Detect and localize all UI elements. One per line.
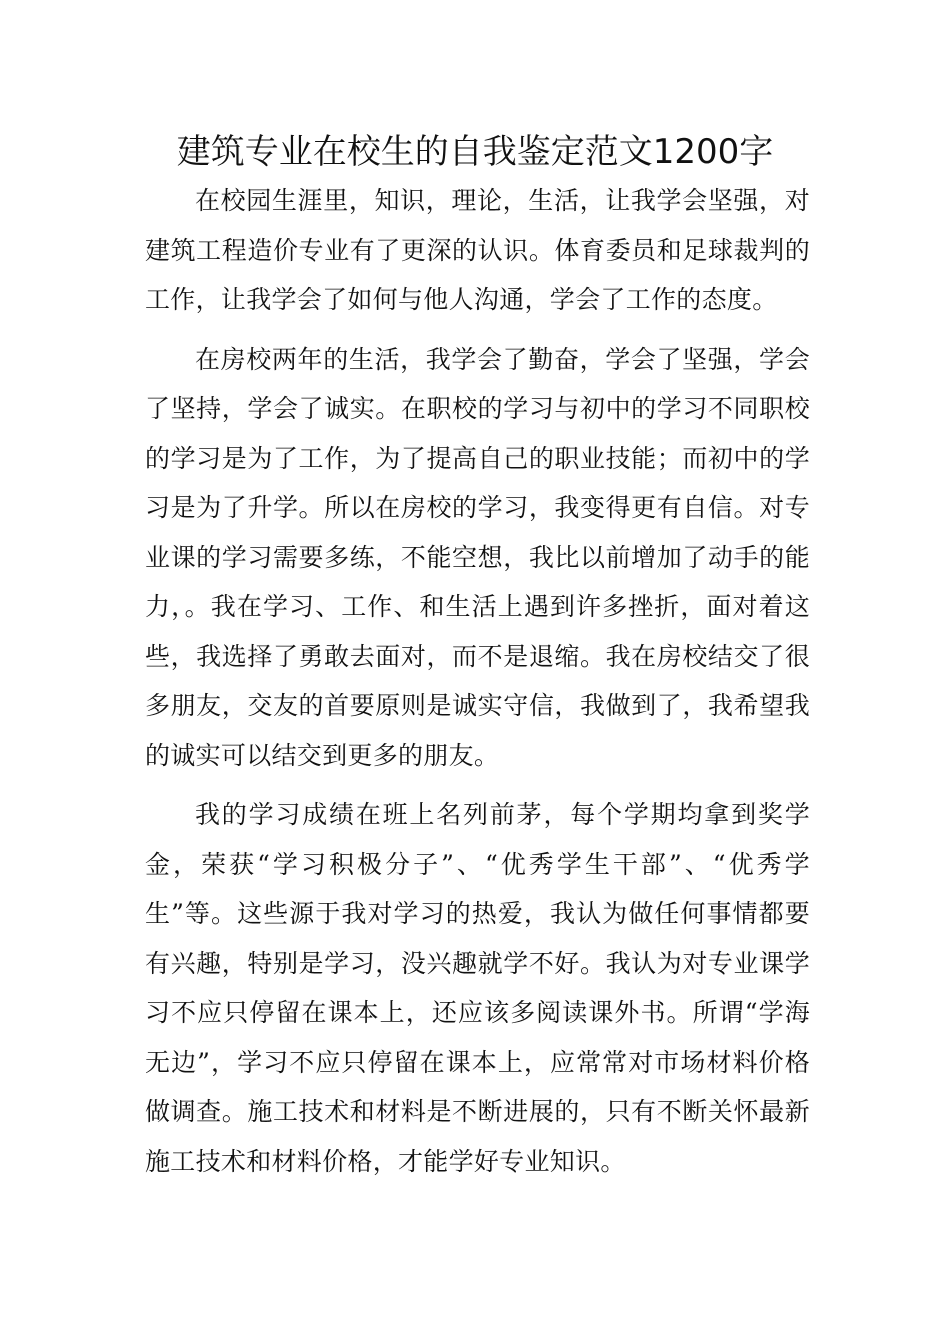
document-title: 建筑专业在校生的自我鉴定范文1200字: [176, 132, 774, 172]
document-body: [145, 176, 810, 1196]
paragraph-2: 在房校两年的生活，我学会了勤奋，学会了坚强，学会了坚持，学会了诚实。在职校的学习与初中的学习不同职校的学习是为了工作，为了提高自己的职业技能；而初中的学习是为了升学。所以在房校的学习，我变得更有自信。对专业课的学习需要多练，不能空想，我比以前增加了动手的能力，。我在学习、工作、和生活上遇到许多挫折，面对着这些，我选择了勇敢去面对，而不是退缩。我在房校结交了很多朋友，交友的首要原则是诚实守信，我做到了，我希望我的诚实可以结交到更多的朋友。: [145, 344, 810, 770]
paragraph-1: 在校园生涯里，知识，理论，生活，让我学会坚强，对建筑工程造价专业有了更深的认识。体育委员和足球裁判的工作，让我学会了如何与他人沟通，学会了工作的态度。: [145, 186, 810, 314]
paragraph-3: 我的学习成绩在班上名列前茅，每个学期均拿到奖学金，荣获“学习积极分子”、“优秀学生干部”、“优秀学生”等。这些源于我对学习的热爱，我认为做任何事情都要有兴趣，特别是学习，没兴趣就学不好。我认为对专业课学习不应只停留在课本上，还应该多阅读课外书。所谓“学海无边”，学习不应只停留在课本上，应常常对市场材料价格做调查。施工技术和材料是不断进展的，只有不断关怀最新施工技术和材料价格，才能学好专业知识。: [145, 800, 810, 1176]
